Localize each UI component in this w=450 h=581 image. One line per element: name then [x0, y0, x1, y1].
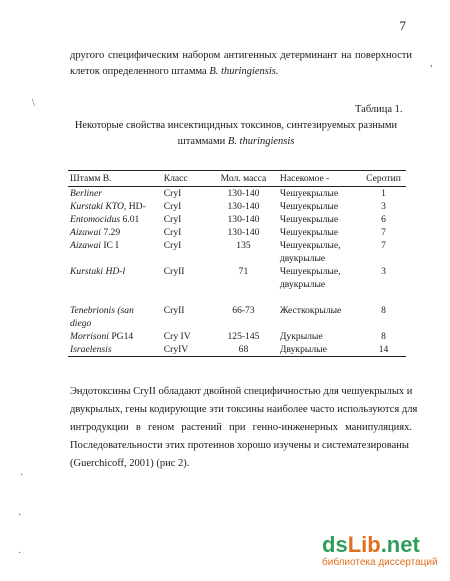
header-serotype: Серотип — [361, 171, 406, 187]
table-row — [68, 343, 406, 357]
cell-mass: 130-140 — [227, 188, 260, 199]
table-row — [68, 200, 406, 213]
strain-name: Kurstaki HD-l — [70, 266, 126, 277]
cell-insect: Чешуекрылые — [279, 201, 339, 212]
margin-mark: , — [430, 58, 433, 69]
cell-mass: 68 — [209, 343, 278, 357]
insect-line: Чешуекрылые, — [279, 266, 341, 277]
cell-insect: Двукрылые — [278, 343, 361, 357]
table-title-line-1: Некоторые свойства инсектицидных токсинов, синтезируемых разными — [74, 120, 398, 131]
cell-serotype: 3 — [381, 201, 386, 212]
cell-class: Cry IV — [163, 331, 191, 342]
left-mark-1: \ — [32, 98, 35, 109]
header-strain: Штамм B. — [68, 171, 162, 187]
page-number: 7 — [399, 18, 406, 33]
header-mass: Мол. масса — [209, 171, 278, 187]
insect-line: двукрылые — [279, 279, 326, 290]
intro-species: B. thuringiensis. — [209, 66, 279, 77]
strain-name: Entomocidus — [70, 214, 121, 225]
strain-name: Aizawai — [70, 227, 101, 238]
cell-serotype: 1 — [381, 188, 386, 199]
cell-strain — [68, 226, 162, 239]
body-line-3: интродукции в геном растений при генно-инженерных манипуляциях. — [70, 422, 412, 433]
logo-brand-tld: .net — [380, 532, 420, 557]
strain-suffix: 7.29 — [100, 227, 121, 238]
cell-mass: 130-140 — [227, 214, 260, 225]
cell-serotype: 8 — [381, 305, 386, 316]
strain-name: Aizawai — [70, 240, 101, 251]
logo-subtitle: библиотека диссертаций — [322, 557, 438, 568]
cell-mass: 130-140 — [227, 201, 260, 212]
cell-mass: 71 — [238, 266, 249, 277]
cell-class: CryI — [163, 240, 182, 251]
cell-insect: Жесткокрылые — [279, 305, 342, 316]
body-line-5: (Guerchicoff, 2001) (рис 2). — [70, 458, 190, 469]
cell-serotype: 8 — [381, 331, 386, 342]
watermark-logo — [322, 534, 442, 568]
strain-suffix: PG14 — [108, 331, 134, 342]
strain-name: Berliner — [70, 188, 102, 199]
table-row — [68, 330, 406, 343]
strain-name: Morrisoni — [70, 331, 109, 342]
left-mark-2: · — [20, 470, 24, 481]
cell-mass: 125-145 — [227, 331, 260, 342]
intro-line-2-text: клеток определенного штамма — [70, 66, 210, 77]
cell-class: CryI — [163, 214, 182, 225]
cell-strain — [68, 330, 162, 343]
intro-line-1: другого специфическим набором антигенных детерминант на поверхности — [70, 50, 412, 61]
cell-serotype: 7 — [381, 240, 386, 251]
cell-insect — [278, 252, 361, 304]
table-row — [68, 304, 406, 330]
table-row — [68, 213, 406, 226]
table-title-line-2 — [60, 136, 412, 147]
intro-line-2 — [70, 66, 279, 77]
body-line-2: двукрылых, гены кодирующие эти токсины наиболее часто используются для — [70, 404, 418, 415]
cell-serotype: 7 — [381, 227, 386, 238]
table-row — [68, 252, 406, 304]
toxin-table — [68, 170, 406, 357]
table-header-row — [68, 171, 406, 187]
cell-insect: Чешуекрылые — [279, 214, 339, 225]
cell-insect: Чешуекрылые — [279, 188, 339, 199]
cell-strain — [68, 213, 162, 226]
table-title-species: B. thuringiensis — [227, 136, 295, 147]
logo-brand-ds: ds — [322, 532, 348, 557]
cell-serotype: 14 — [361, 343, 406, 357]
cell-class: CryI — [163, 227, 182, 238]
cell-serotype: 6 — [381, 214, 386, 225]
cell-strain — [68, 304, 162, 330]
cell-class: CryI — [163, 188, 182, 199]
body-line-1: Эндотоксины CryII обладают двойной специфичностью для чешуекрылых и — [70, 386, 413, 397]
logo-brand-lib: Lib — [347, 532, 381, 557]
cell-strain — [68, 200, 162, 213]
body-line-4: Последовательности этих протеинов хорошо изучены и систематезированы — [70, 440, 409, 451]
cell-mass: 135 — [236, 240, 251, 251]
cell-strain — [68, 187, 162, 201]
cell-mass: 130-140 — [227, 227, 260, 238]
table-row — [68, 239, 406, 252]
insect-line: двукрылые — [279, 253, 326, 264]
table-row — [68, 187, 406, 201]
strain-name-cont: diego — [70, 318, 92, 329]
table-row — [68, 226, 406, 239]
strain-name: Tenebrionis (san — [70, 305, 134, 316]
left-mark-3: · — [18, 510, 22, 521]
left-mark-4: · — [18, 548, 22, 559]
header-class: Класс — [162, 171, 209, 187]
table-title-text: штаммами — [177, 136, 228, 147]
cell-insect: Чешуекрылые — [279, 227, 339, 238]
cell-class: CryIV — [162, 343, 209, 357]
logo-brand — [322, 534, 442, 556]
cell-serotype: 3 — [381, 266, 386, 277]
strain-name: Kurstaki KTO, — [70, 201, 127, 212]
strain-suffix: 6.01 — [120, 214, 140, 225]
cell-class: CryII — [163, 305, 185, 316]
cell-mass: 66-73 — [232, 305, 255, 316]
strain-line — [70, 304, 160, 317]
cell-insect: Чешуекрылые, — [279, 240, 341, 251]
cell-strain — [68, 343, 162, 357]
header-insect: Насекомое - — [278, 171, 361, 187]
strain-line — [70, 317, 160, 330]
strain-suffix: HD- — [126, 201, 146, 212]
strain-name: Israelensis — [70, 344, 112, 355]
cell-insect: Дукрылые — [279, 331, 323, 342]
table-label: Таблица 1. — [355, 104, 403, 115]
cell-strain — [68, 252, 162, 304]
cell-strain — [68, 239, 162, 252]
cell-class: CryI — [163, 201, 182, 212]
strain-suffix: IC I — [100, 240, 119, 251]
cell-class: CryII — [163, 266, 185, 277]
